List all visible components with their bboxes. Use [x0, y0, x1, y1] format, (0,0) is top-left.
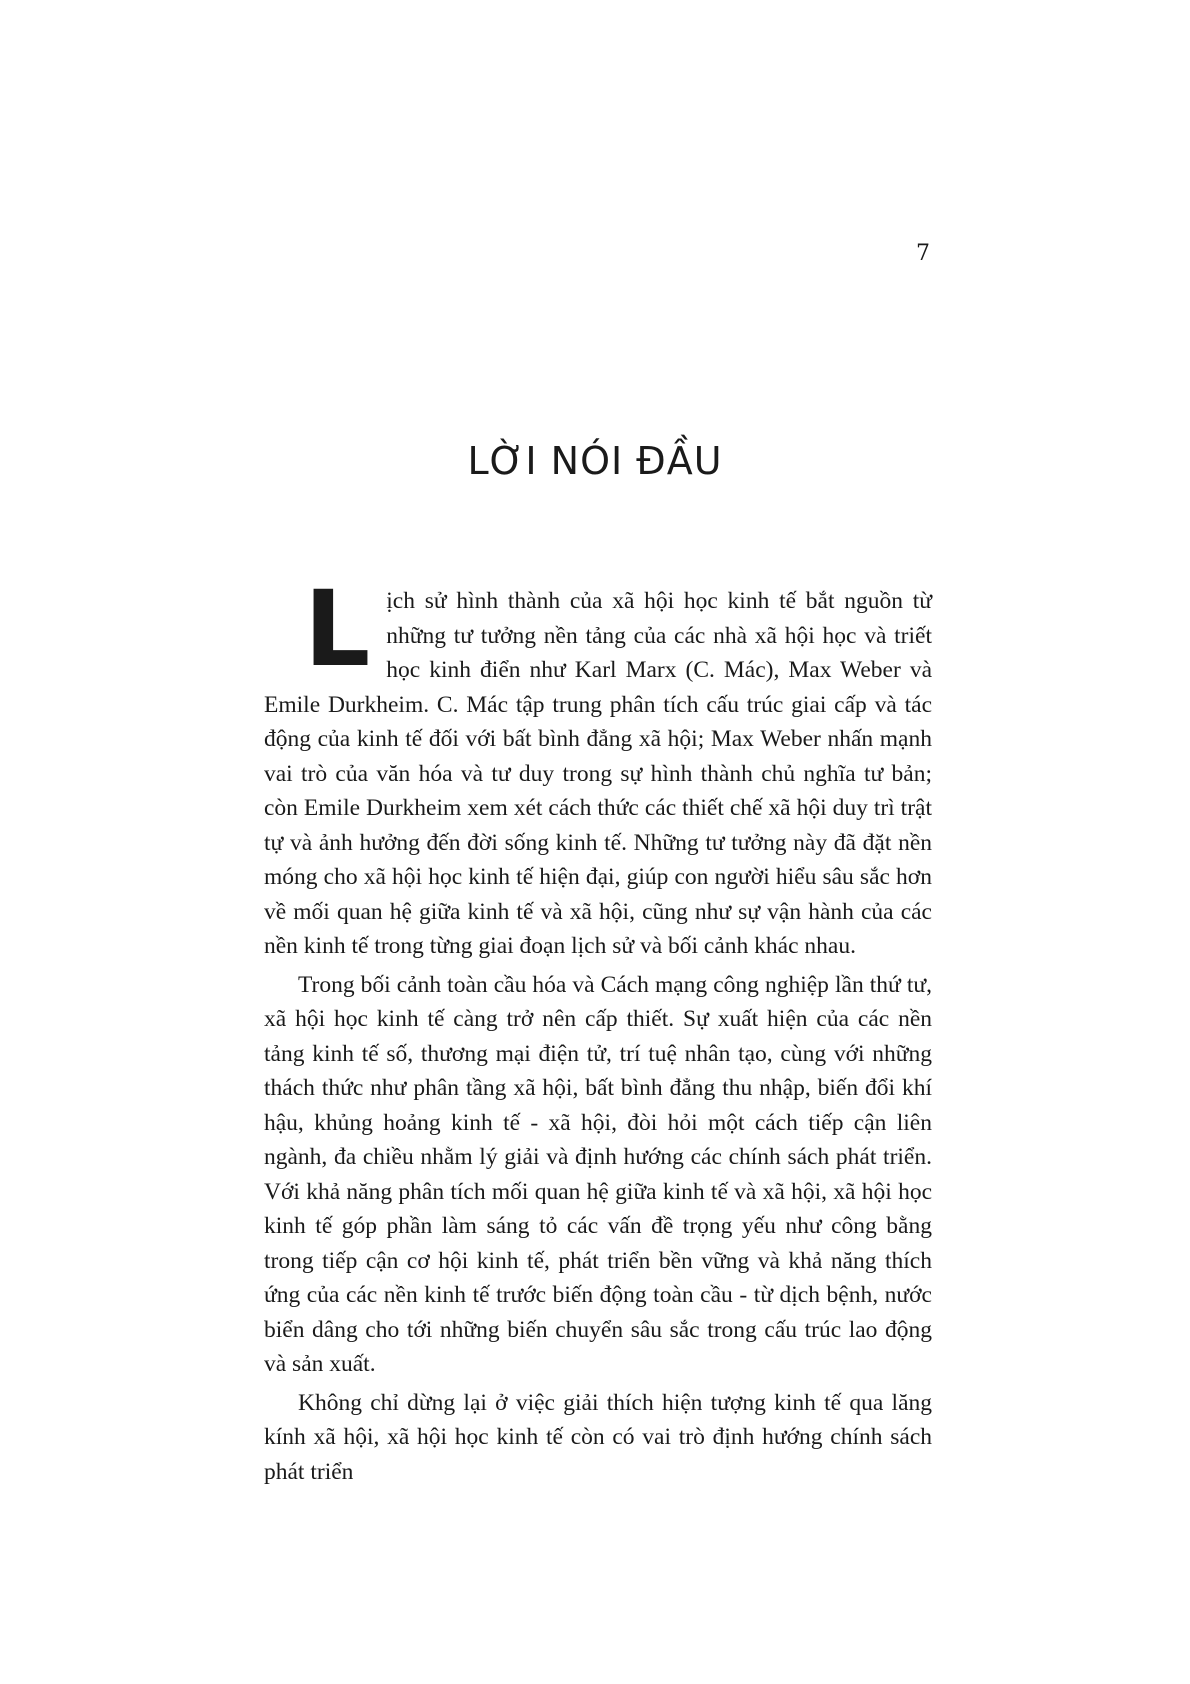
- paragraph-3: Không chỉ dừng lại ở việc giải thích hiện tượng kinh tế qua lăng kính xã hội, xã hội học kinh tế còn có vai trò định hướng chính sách phát triển: [264, 1389, 932, 1485]
- drop-cap: L: [304, 568, 371, 690]
- chapter-title: LỜI NÓI ĐẦU: [467, 439, 723, 483]
- paragraph-2: Trong bối cảnh toàn cầu hóa và Cách mạng công nghiệp lần thứ tư, xã hội học kinh tế càng trở nên cấp thiết. Sự xuất hiện của các nền tảng kinh tế số, thương mại điện tử, trí tuệ nhân tạo, cùng với những thách thức như phân tầng xã hội, bất bình đẳng thu nhập, biến đổi khí hậu, khủng hoảng kinh tế - xã hội, đòi hỏi một cách tiếp cận liên ngành, đa chiều nhằm lý giải và định hướng các chính sách phát triển. Với khả năng phân tích mối quan hệ giữa kinh tế và xã hội, xã hội học kinh tế góp phần làm sáng tỏ các vấn đề trọng yếu như công bằng trong tiếp cận cơ hội kinh tế, phát triển bền vững và khả năng thích ứng của các nền kinh tế trước biến động toàn cầu - từ dịch bệnh, nước biển dâng cho tới những biến chuyển sâu sắc trong cấu trúc lao động và sản xuất.: [264, 971, 932, 1377]
- paragraph-1-text: ịch sử hình thành của xã hội học kinh tế bắt nguồn từ những tư tưởng nền tảng của các nhà xã hội học và triết học kinh điển như Karl Marx (C. Mác), Max Weber và Emile Durkheim. C. Mác tập trung phân tích cấu trúc giai cấp và tác động của kinh tế đối với bất bình đẳng xã hội; Max Weber nhấn mạnh vai trò của văn hóa và tư duy trong sự hình thành chủ nghĩa tư bản; còn Emile Durkheim xem xét cách thức các thiết chế xã hội duy trì trật tự và ảnh hưởng đến đời sống kinh tế. Những tư tưởng này đã đặt nền móng cho xã hội học kinh tế hiện đại, giúp con người hiểu sâu sắc hơn về mối quan hệ giữa kinh tế và xã hội, cũng như sự vận hành của các nền kinh tế trong từng giai đoạn lịch sử và bối cảnh khác nhau.: [264, 588, 932, 959]
- page-number: 7: [916, 241, 930, 266]
- paragraph-1: [264, 568, 932, 964]
- body-text: [264, 568, 932, 1493]
